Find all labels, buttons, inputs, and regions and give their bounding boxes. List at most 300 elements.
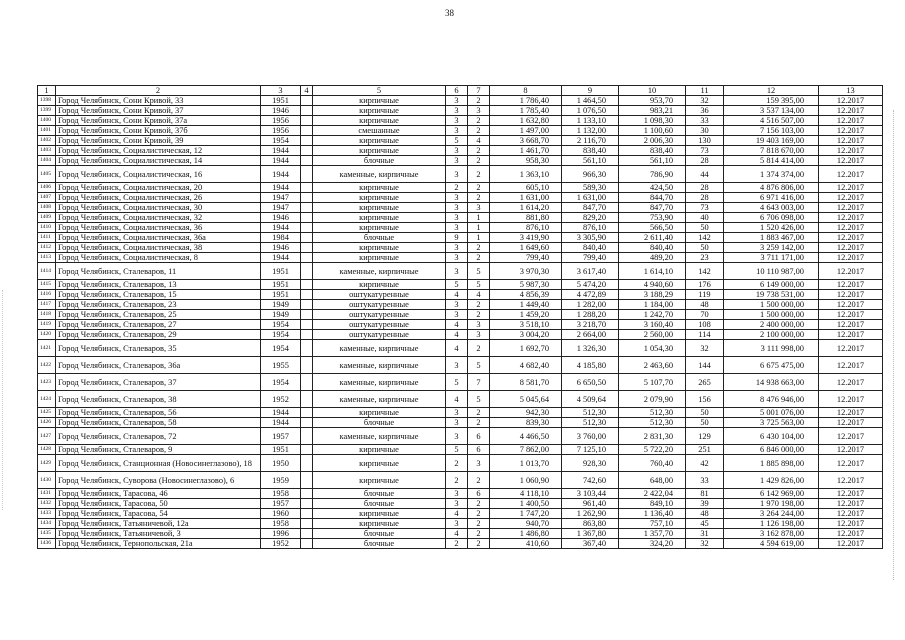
table-cell (301, 183, 313, 193)
table-cell: 1954 (261, 136, 301, 146)
table-cell: 1 459,20 (490, 310, 562, 320)
table-cell: 1957 (261, 499, 301, 509)
table-cell: 3 537 134,00 (724, 106, 819, 116)
table-cell: 1412 (38, 243, 56, 253)
table-cell: 1 692,70 (490, 340, 562, 357)
table-row (38, 445, 883, 455)
table-cell: 1954 (261, 374, 301, 391)
table-cell: каменные, кирпичные (313, 340, 446, 357)
table-cell: 1958 (261, 519, 301, 529)
table-cell (301, 330, 313, 340)
table-cell: Город Челябинск, Социалистическая, 36а (56, 233, 261, 243)
table-cell: Город Челябинск, Социалистическая, 36 (56, 223, 261, 233)
table-cell: 1398 (38, 96, 56, 106)
table-cell: 14 938 663,00 (724, 374, 819, 391)
table-cell: 410,60 (490, 539, 562, 549)
table-cell: 19 738 531,00 (724, 290, 819, 300)
table-cell: 4 (446, 529, 468, 539)
table-cell: 2 (468, 116, 490, 126)
table-cell: блочные (313, 539, 446, 549)
table-cell: 1418 (38, 310, 56, 320)
table-cell: 6 650,50 (562, 374, 619, 391)
table-row (38, 223, 883, 233)
table-cell: 3 (446, 263, 468, 280)
table-cell: 786,90 (619, 166, 686, 183)
table-cell (301, 300, 313, 310)
table-cell: 1947 (261, 203, 301, 213)
table-cell: 12.2017 (819, 472, 883, 489)
table-cell: 45 (686, 519, 724, 529)
table-cell: 2 (446, 539, 468, 549)
table-cell: 12.2017 (819, 280, 883, 290)
table-cell: 566,50 (619, 223, 686, 233)
table-cell: 847,70 (562, 203, 619, 213)
table-cell: 1431 (38, 489, 56, 499)
table-cell: кирпичные (313, 136, 446, 146)
table-cell: 4 185,80 (562, 357, 619, 374)
table-cell: 8 581,70 (490, 374, 562, 391)
table-cell: 1415 (38, 280, 56, 290)
table-cell: 6 142 969,00 (724, 489, 819, 499)
table-cell: 1421 (38, 340, 56, 357)
table-cell: 12.2017 (819, 408, 883, 418)
table-cell: 1422 (38, 357, 56, 374)
table-cell (301, 340, 313, 357)
table-cell: 1 649,60 (490, 243, 562, 253)
table-cell: 12.2017 (819, 300, 883, 310)
table-cell: 3 (446, 300, 468, 310)
column-header: 8 (490, 86, 562, 96)
table-cell: 32 (686, 340, 724, 357)
table-cell: 840,40 (562, 243, 619, 253)
table-cell: 2 831,30 (619, 428, 686, 445)
column-header: 12 (724, 86, 819, 96)
table-cell: 12.2017 (819, 183, 883, 193)
table-cell: 81 (686, 489, 724, 499)
table-cell: 3 (468, 455, 490, 472)
table-cell: 12.2017 (819, 290, 883, 300)
scan-artifact-left (2, 290, 7, 510)
table-cell: 2 (468, 499, 490, 509)
table-cell: 1 500 000,00 (724, 310, 819, 320)
table-cell: 12.2017 (819, 223, 883, 233)
table-cell: 7 125,10 (562, 445, 619, 455)
table-cell: Город Челябинск, Сталеваров, 29 (56, 330, 261, 340)
table-cell: 40 (686, 213, 724, 223)
table-cell: 1944 (261, 156, 301, 166)
table-cell: 1420 (38, 330, 56, 340)
table-cell (301, 146, 313, 156)
column-header: 11 (686, 86, 724, 96)
table-cell: оштукатуренные (313, 330, 446, 340)
table-cell: 2 (468, 156, 490, 166)
table-cell: 1 242,70 (619, 310, 686, 320)
table-cell: 3 264 244,00 (724, 509, 819, 519)
table-cell (301, 243, 313, 253)
table-cell: 12.2017 (819, 106, 883, 116)
table-cell: 4 940,60 (619, 280, 686, 290)
table-cell: 2 (446, 455, 468, 472)
table-cell: 30 (686, 126, 724, 136)
table-cell: 12.2017 (819, 310, 883, 320)
table-cell: Город Челябинск, Сони Кривой, 37а (56, 116, 261, 126)
table-cell: 942,30 (490, 408, 562, 418)
table-cell: 5 107,70 (619, 374, 686, 391)
table-cell: 50 (686, 418, 724, 428)
table-row (38, 374, 883, 391)
table-cell: 3 419,90 (490, 233, 562, 243)
table-cell: 1 013,70 (490, 455, 562, 472)
table-cell: 1 631,00 (562, 193, 619, 203)
column-header: 10 (619, 86, 686, 96)
table-cell: 1 500 000,00 (724, 300, 819, 310)
table-cell: 129 (686, 428, 724, 445)
table-cell: Город Челябинск, Сони Кривой, 39 (56, 136, 261, 146)
table-cell: 1 747,20 (490, 509, 562, 519)
table-cell: 2 664,00 (562, 330, 619, 340)
table-cell: Город Челябинск, Сталеваров, 35 (56, 340, 261, 357)
table-cell: 1 262,90 (562, 509, 619, 519)
table-cell: 4 682,40 (490, 357, 562, 374)
table-cell: 3 111 998,00 (724, 340, 819, 357)
table-row (38, 357, 883, 374)
table-cell: 1956 (261, 116, 301, 126)
column-header: 1 (38, 86, 56, 96)
table-cell: 6 971 416,00 (724, 193, 819, 203)
table-cell: 953,70 (619, 96, 686, 106)
table-cell: Город Челябинск, Социалистическая, 16 (56, 166, 261, 183)
table-cell: 3 (446, 408, 468, 418)
table-cell (301, 213, 313, 223)
table-cell: 839,30 (490, 418, 562, 428)
table-cell: Город Челябинск, Татьяничевой, 12а (56, 519, 261, 529)
table-cell: 1413 (38, 253, 56, 263)
table-cell: 1950 (261, 455, 301, 472)
table-cell: каменные, кирпичные (313, 166, 446, 183)
table-cell: Город Челябинск, Социалистическая, 14 (56, 156, 261, 166)
table-cell: 2 463,60 (619, 357, 686, 374)
table-cell: блочные (313, 529, 446, 539)
table-cell: 1 054,30 (619, 340, 686, 357)
table-cell: 3 (446, 96, 468, 106)
table-cell: 757,10 (619, 519, 686, 529)
table-cell: кирпичные (313, 408, 446, 418)
table-cell: 3 259 142,00 (724, 243, 819, 253)
table-cell: 1951 (261, 263, 301, 280)
table-row (38, 253, 883, 263)
table-cell: 2 611,40 (619, 233, 686, 243)
table-cell: 8 476 946,00 (724, 391, 819, 408)
table-cell (301, 455, 313, 472)
table-cell: 3 (446, 418, 468, 428)
table-cell: 1416 (38, 290, 56, 300)
table-cell: 928,30 (562, 455, 619, 472)
table-cell: 1 631,00 (490, 193, 562, 203)
table-cell: 863,80 (562, 519, 619, 529)
table-cell: Город Челябинск, Социалистическая, 38 (56, 243, 261, 253)
table-cell: 2 (468, 340, 490, 357)
table-cell: Город Челябинск, Сталеваров, 27 (56, 320, 261, 330)
table-cell: Город Челябинск, Социалистическая, 8 (56, 253, 261, 263)
table-cell: 2 116,70 (562, 136, 619, 146)
table-cell: 1430 (38, 472, 56, 489)
table-cell: Город Челябинск, Тарасова, 50 (56, 499, 261, 509)
table-cell: Город Челябинск, Тарасова, 46 (56, 489, 261, 499)
column-header: 13 (819, 86, 883, 96)
table-cell: 12.2017 (819, 166, 883, 183)
table-cell: 1947 (261, 193, 301, 203)
table-cell: 1 136,40 (619, 509, 686, 519)
table-cell: 2 (468, 253, 490, 263)
table-cell: 44 (686, 166, 724, 183)
table-cell: 142 (686, 263, 724, 280)
table-cell: 2 079,90 (619, 391, 686, 408)
table-cell: 7 (468, 374, 490, 391)
table-cell: 3 (446, 243, 468, 253)
table-cell: кирпичные (313, 509, 446, 519)
table-cell: 1954 (261, 330, 301, 340)
table-cell: 6 (468, 428, 490, 445)
table-cell: кирпичные (313, 455, 446, 472)
table-cell: 424,50 (619, 183, 686, 193)
table-cell: 1944 (261, 408, 301, 418)
table-cell: 4 (446, 509, 468, 519)
table-cell: 3 (446, 156, 468, 166)
table-cell: 6 706 098,00 (724, 213, 819, 223)
table-cell: 1402 (38, 136, 56, 146)
table-cell: 12.2017 (819, 213, 883, 223)
table-cell: 1401 (38, 126, 56, 136)
table-cell: 28 (686, 183, 724, 193)
table-cell: 799,40 (562, 253, 619, 263)
table-cell: 4 516 507,00 (724, 116, 819, 126)
table-cell: 512,30 (619, 408, 686, 418)
table-cell: кирпичные (313, 146, 446, 156)
table-cell: 12.2017 (819, 156, 883, 166)
table-cell: 42 (686, 455, 724, 472)
table-cell: 5 (446, 374, 468, 391)
table-cell: 1403 (38, 146, 56, 156)
table-cell: каменные, кирпичные (313, 391, 446, 408)
table-cell: 3 305,90 (562, 233, 619, 243)
table-cell (301, 310, 313, 320)
table-row (38, 489, 883, 499)
table-cell: кирпичные (313, 106, 446, 116)
table-row (38, 116, 883, 126)
table-cell: 12.2017 (819, 519, 883, 529)
table-cell: 1 076,50 (562, 106, 619, 116)
table-cell: 1409 (38, 213, 56, 223)
table-cell: 5 987,30 (490, 280, 562, 290)
table-cell (301, 126, 313, 136)
table-row (38, 96, 883, 106)
table-cell: Город Челябинск, Сталеваров, 72 (56, 428, 261, 445)
table-cell: 2 (446, 183, 468, 193)
table-cell: 3 (446, 116, 468, 126)
table-cell (301, 539, 313, 549)
table-cell: блочные (313, 233, 446, 243)
table-cell: 3 (446, 126, 468, 136)
table-cell: 1432 (38, 499, 56, 509)
table-row (38, 263, 883, 280)
table-cell: 1417 (38, 300, 56, 310)
table-cell: 12.2017 (819, 455, 883, 472)
table-cell: 5 (468, 357, 490, 374)
table-cell: 12.2017 (819, 193, 883, 203)
table-cell: 2 006,30 (619, 136, 686, 146)
table-cell: 1 367,80 (562, 529, 619, 539)
table-cell: 32 (686, 96, 724, 106)
table-cell: Город Челябинск, Татьяничевой, 3 (56, 529, 261, 539)
table-cell: 3 103,44 (562, 489, 619, 499)
table-cell: Город Челябинск, Суворова (Новосинеглазово), 6 (56, 472, 261, 489)
table-cell: 2 560,00 (619, 330, 686, 340)
table-cell: 3 970,30 (490, 263, 562, 280)
table-cell: 1 060,90 (490, 472, 562, 489)
table-cell (301, 408, 313, 418)
table-cell: 3 (446, 253, 468, 263)
table-cell: кирпичные (313, 280, 446, 290)
table-cell: 4 118,10 (490, 489, 562, 499)
table-cell: 4 (446, 290, 468, 300)
table-cell: кирпичные (313, 213, 446, 223)
table-cell: 1 363,10 (490, 166, 562, 183)
table-cell: 3 (468, 203, 490, 213)
table-cell: 940,70 (490, 519, 562, 529)
table-cell: 2 (468, 408, 490, 418)
table-cell: 1406 (38, 183, 56, 193)
table-row (38, 126, 883, 136)
table-cell (301, 280, 313, 290)
table-cell: 12.2017 (819, 96, 883, 106)
table-cell: 12.2017 (819, 340, 883, 357)
table-cell: 1944 (261, 223, 301, 233)
table-row (38, 310, 883, 320)
table-cell: 4 876 806,00 (724, 183, 819, 193)
table-cell: 838,40 (619, 146, 686, 156)
table-cell: 849,10 (619, 499, 686, 509)
table-cell: кирпичные (313, 183, 446, 193)
table-cell: 4 643 003,00 (724, 203, 819, 213)
table-cell: 1951 (261, 445, 301, 455)
table-cell: 2 422,04 (619, 489, 686, 499)
table-row (38, 330, 883, 340)
table-cell: 3 725 563,00 (724, 418, 819, 428)
table-row (38, 280, 883, 290)
table-cell: 265 (686, 374, 724, 391)
table-row (38, 166, 883, 183)
table-cell: 2 (468, 529, 490, 539)
table-cell: 12.2017 (819, 374, 883, 391)
table-cell (301, 253, 313, 263)
table-cell: 512,30 (562, 408, 619, 418)
table-cell: 1959 (261, 472, 301, 489)
table-cell: 156 (686, 391, 724, 408)
table-cell: Город Челябинск, Сони Кривой, 37 (56, 106, 261, 116)
table-cell (301, 320, 313, 330)
table-cell: Город Челябинск, Сталеваров, 13 (56, 280, 261, 290)
table-cell: Город Челябинск, Сталеваров, 37 (56, 374, 261, 391)
table-cell: 3 (446, 193, 468, 203)
table-cell: 50 (686, 243, 724, 253)
page-number: 38 (445, 8, 454, 18)
table-cell: 12.2017 (819, 418, 883, 428)
table-cell: 7 862,00 (490, 445, 562, 455)
table-cell: 1419 (38, 320, 56, 330)
table-cell: 648,00 (619, 472, 686, 489)
table-cell: Город Челябинск, Сталеваров, 15 (56, 290, 261, 300)
table-cell: 1 497,00 (490, 126, 562, 136)
table-cell (301, 428, 313, 445)
table-cell: 5 (446, 136, 468, 146)
table-cell: 9 (446, 233, 468, 243)
table-cell: Город Челябинск, Станционная (Новосинеглазово), 18 (56, 455, 261, 472)
table-cell: 50 (686, 223, 724, 233)
table-cell: 1944 (261, 166, 301, 183)
table-cell: 12.2017 (819, 499, 883, 509)
column-number-header (38, 86, 883, 96)
table-cell: 3 711 171,00 (724, 253, 819, 263)
column-header: 9 (562, 86, 619, 96)
table-cell: 33 (686, 472, 724, 489)
table-cell: 2 (468, 183, 490, 193)
table-cell: 1996 (261, 529, 301, 539)
table-cell: 3 518,10 (490, 320, 562, 330)
table-cell: Город Челябинск, Сталеваров, 23 (56, 300, 261, 310)
table-cell: 2 100 000,00 (724, 330, 819, 340)
table-cell: 1411 (38, 233, 56, 243)
table-cell: 12.2017 (819, 146, 883, 156)
table-cell: 4 594 619,00 (724, 539, 819, 549)
table-row (38, 300, 883, 310)
table-cell: 1 614,10 (619, 263, 686, 280)
table-cell: 12.2017 (819, 529, 883, 539)
table-row (38, 539, 883, 549)
table-cell: 12.2017 (819, 539, 883, 549)
table-cell: 1 (468, 213, 490, 223)
table-cell (301, 472, 313, 489)
table-cell: оштукатуренные (313, 320, 446, 330)
table-cell (301, 136, 313, 146)
table-cell: 3 (446, 213, 468, 223)
table-cell: оштукатуренные (313, 290, 446, 300)
table-cell (301, 374, 313, 391)
table-cell: 1944 (261, 253, 301, 263)
table-cell: 5 722,20 (619, 445, 686, 455)
table-cell: 2 (468, 243, 490, 253)
table-cell: 1 464,50 (562, 96, 619, 106)
table-cell: каменные, кирпичные (313, 428, 446, 445)
table-cell: блочные (313, 499, 446, 509)
table-cell (301, 391, 313, 408)
table-cell: 1955 (261, 357, 301, 374)
table-cell: 876,10 (562, 223, 619, 233)
table-cell: 1 429 826,00 (724, 472, 819, 489)
table-cell: Город Челябинск, Сталеваров, 9 (56, 445, 261, 455)
table-cell (301, 193, 313, 203)
table-cell: 3 (446, 428, 468, 445)
table-cell: кирпичные (313, 223, 446, 233)
table-cell: 2 (468, 193, 490, 203)
table-cell: 12.2017 (819, 428, 883, 445)
scan-artifact-right (893, 110, 900, 580)
table-cell: 1 614,20 (490, 203, 562, 213)
table-cell: 958,30 (490, 156, 562, 166)
table-cell: Город Челябинск, Сталеваров, 36а (56, 357, 261, 374)
table-cell: 12.2017 (819, 253, 883, 263)
table-cell: 1 970 198,00 (724, 499, 819, 509)
table-cell: каменные, кирпичные (313, 374, 446, 391)
